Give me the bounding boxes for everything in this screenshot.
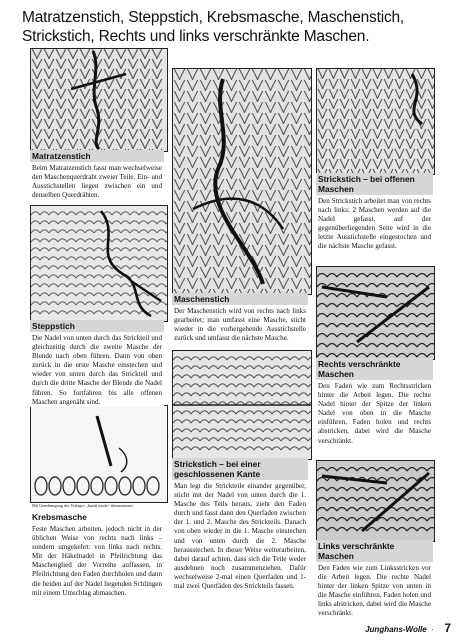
footer-brand: Junghans-Wolle <box>365 625 427 634</box>
caption-text: Den Faden wie zum Linksstricken vor die Arbeit legen. Die rechte Nadel hinter der linken Spitze von unten in die Masche einführen, Faden holen und links abstricken, dabei wird die Masche verschränkt. <box>318 564 431 618</box>
caption-text: Beim Matratzenstich fasst man wechselweise den Maschenquerdraht zweier Teile. Ein- und Ausstichstellen liegen zwischen ein und denselben Querdrähten. <box>32 164 162 200</box>
image-credit: Mit Genehmigung des Verlages „burda mode“ übernommen. <box>32 503 134 508</box>
caption-heading: Strickstich – bei offenen Maschen <box>316 173 433 195</box>
caption-text: Man legt die Strickteile einander gegenüber, sticht mit der Nadel von unten durch die 1. Masche des Teils heraus, zieht den Faden durch und fasst dann den Querfaden zwischen der 1. und 2. Masche des Strickteils. Danach von oben wieder in die 1. Masche einstechen und von unten durch die 2. Masche herausstechen. In dieser Weise weiterarbeiten, dabei darauf achten, dass sich die Teile weder ausdehnen noch zusammenziehen. Dafür wechselweise 2-mal einen Querfaden und 1-mal zwei Querfäden des Strickteils fassen. <box>174 482 306 591</box>
caption-heading: Maschenstich <box>172 293 308 305</box>
links-verschraenkt-illustration <box>316 460 435 542</box>
caption-matratzenstich <box>30 150 164 200</box>
caption-steppstich <box>30 320 164 407</box>
strickstich-offen-drawing <box>317 69 434 174</box>
krebsmasche-drawing <box>31 406 167 502</box>
steppstich-illustration <box>30 205 168 322</box>
footer-separator: · <box>431 625 434 634</box>
caption-text: Die Nadel von unten durch das Strickteil und gleichzeitig durch die zweite Masche der Blende nach oben führen. Dann von oben zurück in die erste Masche einstechen und wieder von unten durch das Strickteil und durch die dritte Masche der Blende die Nadel führen. So fortfahren bis alle offenen Maschen angenäht sind. <box>32 334 162 406</box>
caption-heading: Strickstich – bei einer geschlossenen Kante <box>172 458 308 480</box>
maschenstich-illustration <box>172 68 312 295</box>
steppstich-drawing <box>31 206 167 321</box>
page-title: Matratzenstich, Steppstich, Krebsmasche, Maschenstich, Strickstich, Rechts und links verschränkte Maschen. <box>22 9 405 45</box>
caption-text: Feste Maschen arbeiten, jedoch nicht in der üblichen Weise von rechts nach links – sondern umgekehrt: von links nach rechts. Mit der Häkelnadel in Pfeilrichtung das Maschenglied der Vorreihe auffassen, in Pfeilrichtung den Faden durchholen und dann die beiden auf der Nadel liegenden Schlingen mit einem Umschlag abmaschen. <box>32 525 162 597</box>
page-footer <box>365 619 451 637</box>
rechts-verschraenkt-drawing <box>317 267 434 359</box>
strickstich-geschlossen-illustration <box>172 350 312 460</box>
caption-heading: Matratzenstich <box>30 150 164 162</box>
matratzenstich-illustration <box>30 48 168 152</box>
caption-text: Den Faden wie zum Rechtsstricken hinter die Arbeit legen. Die rechte Nadel hinter der Spitze der linken Nadel von oben in die Masche einführen, Faden holen und rechts abstricken, dabei wird die Masche verschränkt. <box>318 382 431 445</box>
caption-heading: Steppstich <box>30 320 164 332</box>
caption-krebsmasche <box>30 511 164 598</box>
caption-rechts-verschraenkt <box>316 358 433 446</box>
caption-strickstich-geschlossen <box>172 458 308 591</box>
matratzenstich-drawing <box>31 49 167 151</box>
caption-text: Den Strickstich arbeitet man von rechts nach links: 2 Maschen werden auf die Nadel gefasst, auf der gegenüberliegenden Seite wird in die letzte Ausstichstelle eingestochen und die nächste Masche gefasst. <box>318 197 431 251</box>
caption-maschenstich <box>172 293 308 343</box>
maschenstich-drawing <box>173 69 311 294</box>
caption-heading: Links verschränkte Maschen <box>316 540 433 562</box>
strickstich-offen-illustration <box>316 68 435 175</box>
krebsmasche-illustration <box>30 405 168 503</box>
page-number: 7 <box>444 621 451 635</box>
links-verschraenkt-drawing <box>317 461 434 541</box>
caption-heading: Rechts verschränkte Maschen <box>316 358 433 380</box>
caption-links-verschraenkt <box>316 540 433 619</box>
caption-strickstich-offen <box>316 173 433 252</box>
caption-heading: Krebsmasche <box>30 511 164 523</box>
strickstich-geschlossen-drawing <box>173 351 311 459</box>
caption-text: Der Maschenstich wird von rechts nach links gearbeitet; man umfasst eine Masche, sticht wieder in die vorhergehende Ausstichstelle zurück und umfasst die nächste Masche. <box>174 307 306 343</box>
rechts-verschraenkt-illustration <box>316 266 435 360</box>
